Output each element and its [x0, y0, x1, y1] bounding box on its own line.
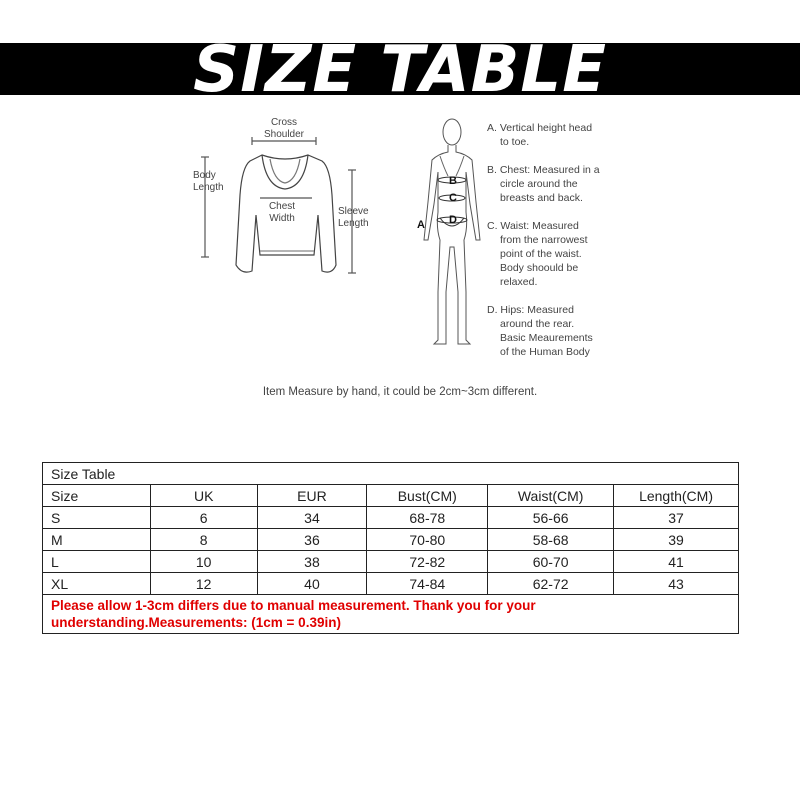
cell-waist: 60-70 [488, 551, 614, 573]
body-length-line2: Length [193, 182, 224, 193]
description-b-cont: circle around the [500, 178, 578, 190]
sleeve-length-line2: Length [338, 218, 369, 229]
description-c-cont: relaxed. [500, 276, 538, 288]
cell-uk: 6 [150, 507, 257, 529]
cell-eur: 38 [257, 551, 367, 573]
description-c [487, 219, 622, 289]
table-row [43, 529, 739, 551]
footer-line-1: Please allow 1-3cm differs due to manual measurement. Thank you for your [51, 598, 536, 613]
cell-uk: 10 [150, 551, 257, 573]
description-a [487, 121, 622, 149]
table-header-row [43, 485, 739, 507]
header-bust: Bust(CM) [367, 485, 488, 507]
header-length: Length(CM) [614, 485, 739, 507]
chest-width-line1: Chest [268, 201, 296, 212]
letter-b: B [449, 175, 457, 187]
table-title-row [43, 463, 739, 485]
cross-shoulder-line1: Cross [270, 117, 298, 128]
cell-uk: 8 [150, 529, 257, 551]
footer-line-2: understanding.Measurements: (1cm = 0.39in) [51, 615, 341, 630]
description-c-cont: Body shoould be [500, 262, 579, 274]
cell-bust: 68-78 [367, 507, 488, 529]
description-b-cont: breasts and back. [500, 192, 583, 204]
description-a-line: A. Vertical height head [487, 122, 593, 134]
cross-shoulder-line2: Shoulder [263, 129, 305, 140]
cell-length: 39 [614, 529, 739, 551]
description-b [487, 163, 622, 205]
table-row [43, 507, 739, 529]
cell-length: 43 [614, 573, 739, 595]
letter-d: D [449, 214, 457, 226]
size-table [42, 462, 739, 634]
body-length-label [193, 170, 224, 194]
header-uk: UK [150, 485, 257, 507]
cell-size: S [43, 507, 151, 529]
description-c-cont: from the narrowest [500, 234, 588, 246]
cell-waist: 62-72 [488, 573, 614, 595]
sleeve-length-line1: Sleeve [338, 206, 369, 217]
cell-bust: 72-82 [367, 551, 488, 573]
chest-width-line2: Width [269, 213, 295, 224]
banner-title: SIZE TABLE [193, 43, 607, 95]
description-d-line: D. Hips: Measured [487, 304, 574, 316]
cross-shoulder-label [254, 117, 314, 141]
description-d-cont: of the Human Body [500, 346, 590, 358]
cell-eur: 40 [257, 573, 367, 595]
letter-a: A [417, 219, 425, 231]
cell-waist: 58-68 [488, 529, 614, 551]
sleeve-length-label [338, 206, 369, 230]
chest-width-label [262, 201, 302, 225]
description-a-cont: to toe. [500, 136, 530, 148]
header-eur: EUR [257, 485, 367, 507]
table-footer-note [43, 595, 739, 634]
table-footer-row [43, 595, 739, 634]
body-length-line1: Body [193, 170, 216, 181]
cell-eur: 36 [257, 529, 367, 551]
head-shape [443, 119, 461, 145]
cell-bust: 70-80 [367, 529, 488, 551]
description-d-cont: Basic Meaurements [500, 332, 593, 344]
cell-waist: 56-66 [488, 507, 614, 529]
table-title: Size Table [43, 463, 739, 485]
description-b-line: B. Chest: Measured in a [487, 164, 600, 176]
cell-size: M [43, 529, 151, 551]
body-figure-diagram [410, 112, 490, 352]
description-d-cont: around the rear. [500, 318, 575, 330]
cell-length: 41 [614, 551, 739, 573]
letter-c: C [449, 192, 457, 204]
description-c-line: C. Waist: Measured [487, 220, 579, 232]
table-row [43, 551, 739, 573]
cell-bust: 74-84 [367, 573, 488, 595]
cell-size: XL [43, 573, 151, 595]
cell-length: 37 [614, 507, 739, 529]
table-row [43, 573, 739, 595]
measure-note: Item Measure by hand, it could be 2cm~3cm different. [262, 386, 538, 398]
header-size: Size [43, 485, 151, 507]
header-waist: Waist(CM) [488, 485, 614, 507]
description-c-cont: point of the waist. [500, 248, 582, 260]
cell-uk: 12 [150, 573, 257, 595]
size-table-banner [0, 43, 800, 95]
cell-size: L [43, 551, 151, 573]
description-d [487, 303, 622, 359]
cell-eur: 34 [257, 507, 367, 529]
